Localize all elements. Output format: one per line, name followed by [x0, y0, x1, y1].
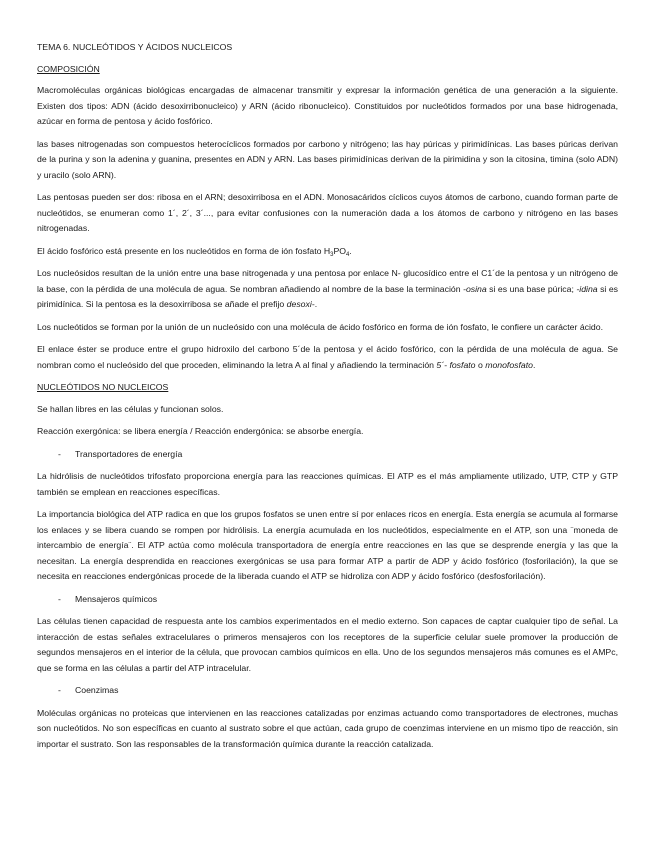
paragraph-libres: Se hallan libres en las células y funcionan solos. [37, 403, 224, 414]
paragraph-importancia-atp: La importancia biológica del ATP radica en que los grupos fosfatos se unen entre sí por enlaces ricos en energía. Esta energía se acumula al formarse los enlaces y se libera cuando se rompen por hidrólisis. La energía acumulada en los nucleótidos, especialmente en el ATP, son una ¨moneda de intercambio de energía¨. El ATP actúa como molécula transportadora de energía entre reacciones en las que se desprende energía y las que la necesitan. La energía desprendida en reacciones exergónicas se usa para formar ATP a partir de ADP y ácido fosfórico (fosforilación), la que se necesita en reacciones endergónicas procede de la liberada cuando el ATP se hidroliza con ADP y ácido fosfórico (desfosforilación). [37, 509, 618, 581]
paragraph-pentosas: Las pentosas pueden ser dos: ribosa en el ARN; desoxirribosa en el ADN. Monosacáridos cíclicos cuyos átomos de carbono, cuando forman parte de nucleótidos, se enumeran como 1´, 2´, 3´..., para evitar confusiones con la numeración dada a los átomos de carbono y nitrógeno en las bases nitrogenadas. [37, 192, 618, 233]
paragraph-macromoleculas: Macromoléculas orgánicas biológicas encargadas de almacenar transmitir y expresar la información genética de una generación a la siguiente. Existen dos tipos: ADN (ácido desoxirribonucleico) y ARN (ácido ribonucleico). Constituidos por nucleótidos formados por una base hidrogenada, azúcar en forma de pentosa y ácido fosfórico. [37, 85, 618, 126]
bullet-dash: - [58, 448, 61, 459]
bullet-transportadores: - Transportadores de energía [37, 447, 618, 463]
section-heading-composicion: COMPOSICIÓN [37, 63, 100, 74]
bullet-mensajeros: - Mensajeros químicos [37, 592, 618, 608]
section-heading-nucleotidos-no-nucleicos: NUCLEÓTIDOS NO NUCLEICOS [37, 382, 169, 392]
paragraph-nucleotidos: Los nucleótidos se forman por la unión de un nucleósido con una molécula de ácido fosfórico en forma de ión fosfato, le confiere un carácter ácido. [37, 321, 603, 332]
paragraph-nucleosidos: Los nucleósidos resultan de la unión entre una base nitrogenada y una pentosa por enlace N- glucosídico entre el C1´de la pentosa y un nitrógeno de la base, con la pérdida de una molécula de agua. Se nombran añadiendo al nombre de la base la terminación -osina si es una base púrica; -idina si es pirimidínica. Si la pentosa es la desoxirribosa se añade el prefijo desoxi-. [37, 268, 619, 309]
document-title: TEMA 6. NUCLEÓTIDOS Y ÁCIDOS NUCLEICOS [37, 42, 233, 52]
paragraph-bases-nitrogenadas: las bases nitrogenadas son compuestos heterocíclicos formados por carbono y nitrógeno; las hay púricas y pirimidínicas. Las bases púricas derivan de la purina y son la adenina y guanina, presentes en ADN y ARN. Las bases pirimidínicas derivan de la pirimidina y son la citosina, timina (solo ADN) y uracilo (solo ARN). [37, 138, 618, 180]
bullet-dash: - [58, 685, 61, 695]
paragraph-coenzimas: Moléculas orgánicas no proteicas que intervienen en las reacciones catalizadas por enzimas actuando como transportadores de electrones, muchas son nucleótidos. No son específicas en cuanto al sustrato sobre el que actúan, cada grupo de coenzimas interviene en un mismo tipo de reacción, sin importar el sustrato. Son las responsables de la transformación química durante la reacción catalizada. [37, 707, 618, 749]
document-page [37, 40, 618, 759]
paragraph-reacciones: Reacción exergónica: se libera energía / Reacción endergónica: se absorbe energía. [37, 426, 364, 436]
bullet-dash: - [58, 593, 61, 604]
paragraph-celulas-respuesta: Las células tienen capacidad de respuesta ante los cambios experimentados en el medio externo. Son capaces de captar cualquier tipo de señal. La interacción de estas señales extracelulares o primeros mensajeros con los receptores de la superficie celular suele promover la producción de segundos mensajeros en el interior de la célula, que provocan cambios químicos en ella. Uno de los segundos mensajeros más comunes es el AMPc, que se forma en las células a partir del ATP intracelular. [37, 616, 618, 673]
paragraph-hidrolisis: La hidrólisis de nucleótidos trifosfato proporciona energía para las reacciones químicas. El ATP es el más ampliamente utilizado, UTP, CTP y GTP también se emplean en reacciones específicas. [37, 471, 618, 497]
paragraph-enlace-ester: El enlace éster se produce entre el grupo hidroxilo del carbono 5´de la pentosa y el ácido fosfórico, con la pérdida de una molécula de agua. Se nombran como el nucleósido del que proceden, eliminando la letra A al final y añadiendo la terminación 5´- fosfato o monofosfato. [37, 344, 618, 370]
paragraph-acido-fosforico: El ácido fosfórico está presente en los nucleótidos en forma de ión fosfato $H_3PO_4$. [37, 245, 352, 258]
bullet-coenzimas: - Coenzimas [37, 683, 618, 699]
